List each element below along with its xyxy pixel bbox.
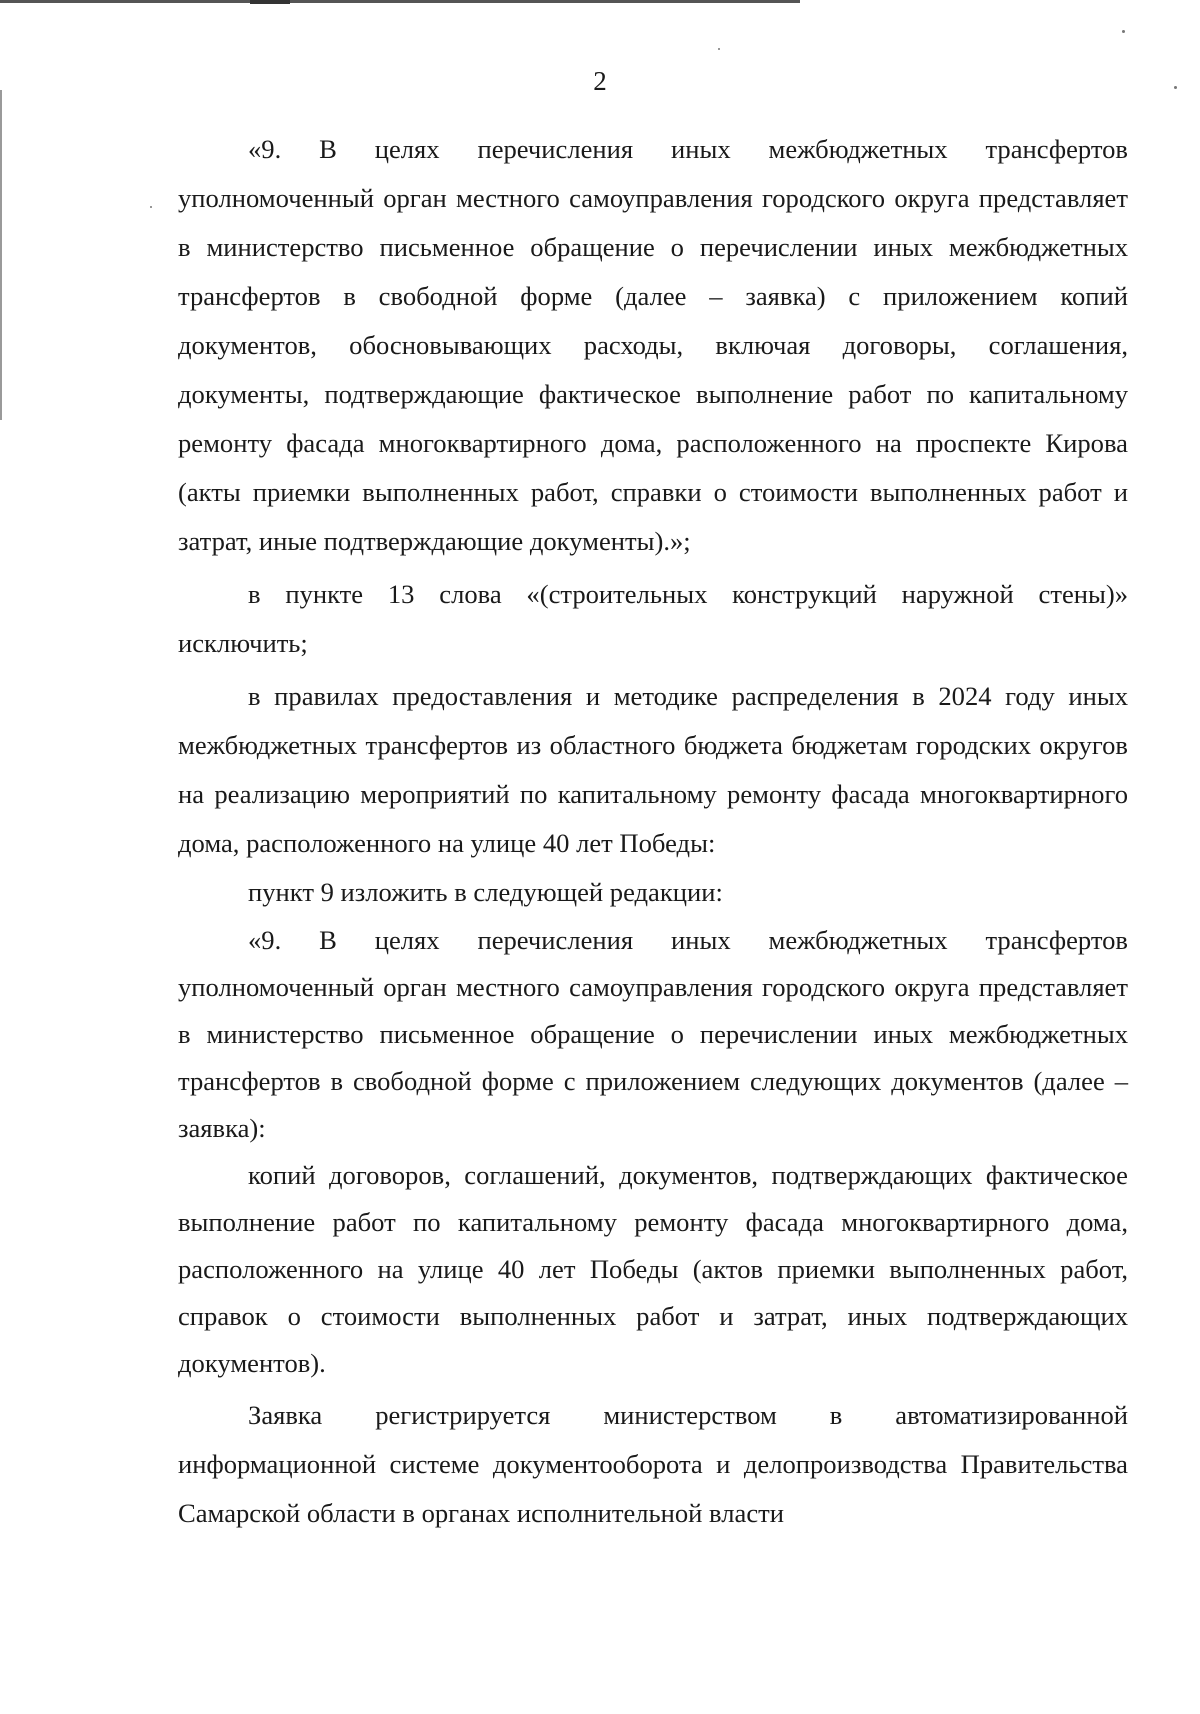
paragraph: «9. В целях перечисления иных межбюджетных трансфертов уполномоченный орган местного самоуправления городского округа представляет в министерство письменное обращение о перечислении иных межбюджетных трансфертов в свободной форме с приложением следующих документов (далее – заявка): bbox=[178, 925, 1128, 1143]
scan-speck bbox=[150, 206, 152, 208]
page-number: 2 bbox=[593, 66, 607, 96]
paragraph: пункт 9 изложить в следующей редакции: bbox=[248, 877, 723, 907]
scan-border-mark bbox=[250, 0, 290, 4]
scan-speck bbox=[718, 48, 720, 50]
paragraph: «9. В целях перечисления иных межбюджетных трансфертов уполномоченный орган местного самоуправления городского округа представляет в министерство письменное обращение о перечислении иных межбюджетных трансфертов в свободной форме (далее – заявка) с приложением копий документов, обосновывающих расходы, включая договоры, соглашения, документы, подтверждающие фактическое выполнение работ по капитальному ремонту фасада многоквартирного дома, расположенного на проспекте Кирова (акты приемки выполненных работ, справки о стоимости выполненных работ и затрат, иные подтверждающие документы).»; bbox=[178, 134, 1128, 556]
paragraph: Заявка регистрируется министерством в автоматизированной информационной системе документооборота и делопроизводства Правительства Самарской области в органах исполнительной власти bbox=[178, 1400, 1128, 1528]
scan-border-top bbox=[0, 0, 800, 3]
document-body bbox=[178, 125, 1128, 1538]
paragraph: в правилах предоставления и методике распределения в 2024 году иных межбюджетных трансфертов из областного бюджета бюджетам городских округов на реализацию мероприятий по капитальному ремонту фасада многоквартирного дома, расположенного на улице 40 лет Победы: bbox=[178, 681, 1128, 858]
scan-border-left bbox=[0, 90, 2, 420]
paragraph: копий договоров, соглашений, документов, подтверждающих фактическое выполнение работ по капитальному ремонту фасада многоквартирного дома, расположенного на улице 40 лет Победы (актов приемки выполненных работ, справок о стоимости выполненных работ и затрат, иных подтверждающих документов). bbox=[178, 1160, 1128, 1378]
paragraph: в пункте 13 слова «(строительных конструкций наружной стены)» исключить; bbox=[178, 579, 1128, 658]
scan-speck bbox=[1122, 30, 1125, 33]
